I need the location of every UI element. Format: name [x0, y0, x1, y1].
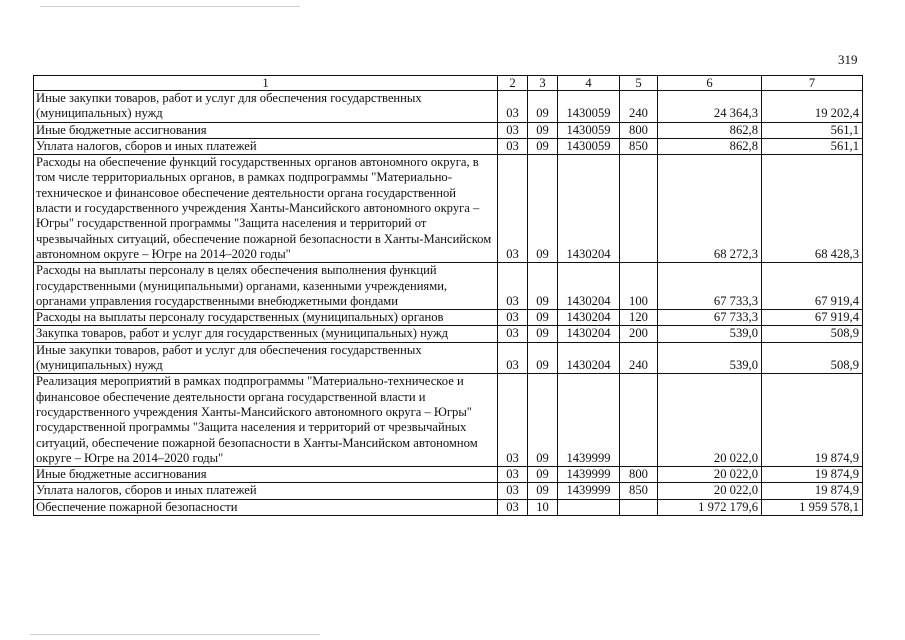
row-sum-2: 508,9	[762, 326, 863, 342]
row-target-article: 1439999	[558, 374, 620, 467]
row-expense-type	[620, 374, 658, 467]
header-col-expense-type: 5	[620, 76, 658, 91]
row-section-code: 03	[498, 138, 528, 154]
table-body	[34, 91, 863, 516]
row-name: Иные бюджетные ассигнования	[34, 467, 498, 483]
table-row	[34, 138, 863, 154]
row-subsection-code: 09	[528, 138, 558, 154]
row-section-code: 03	[498, 374, 528, 467]
header-col-name: 1	[34, 76, 498, 91]
row-name: Расходы на обеспечение функций государственных органов автономного округа, в том числе территориальных органов, в рамках подпрограммы "Материально-техническое и финансовое обеспечение деятельности органа государственной власти и государственного учреждения Ханты-Мансийского автономного округа – Югры" государственной программы "Защита населения и территорий от чрезвычайных ситуаций, обеспечение пожарной безопасности в Ханты-Мансийском автономном округе – Югре на 2014–2020 годы"	[34, 155, 498, 263]
row-expense-type	[620, 155, 658, 263]
row-name: Реализация мероприятий в рамках подпрограммы "Материально-техническое и финансовое обеспечение деятельности органа государственной власти и государственного учреждения Ханты-Мансийского автономного округа – Югры" государственной программы "Защита населения и территорий от чрезвычайных ситуаций, обеспечение пожарной безопасности в Ханты-Мансийском автономном округе – Югре на 2014–2020 годы"	[34, 374, 498, 467]
row-name: Иные закупки товаров, работ и услуг для обеспечения государственных (муниципальных) нужд	[34, 91, 498, 123]
table-row	[34, 483, 863, 499]
row-subsection-code: 10	[528, 499, 558, 515]
row-section-code: 03	[498, 310, 528, 326]
header-col-target-article: 4	[558, 76, 620, 91]
page-number: 319	[838, 52, 858, 67]
row-section-code: 03	[498, 155, 528, 263]
row-sum-1: 20 022,0	[658, 483, 762, 499]
row-sum-2: 508,9	[762, 342, 863, 374]
row-section-code: 03	[498, 483, 528, 499]
row-name: Расходы на выплаты персоналу в целях обеспечения выполнения функций государственными (муниципальными) органами, казенными учреждениями, органами управления государственными внебюджетными фондами	[34, 263, 498, 310]
table-row	[34, 310, 863, 326]
row-target-article	[558, 499, 620, 515]
row-subsection-code: 09	[528, 155, 558, 263]
header-row	[34, 76, 863, 91]
row-name: Расходы на выплаты персоналу государственных (муниципальных) органов	[34, 310, 498, 326]
table-row	[34, 326, 863, 342]
row-subsection-code: 09	[528, 467, 558, 483]
row-sum-2: 19 874,9	[762, 467, 863, 483]
header-col-sum-2: 7	[762, 76, 863, 91]
table-row	[34, 122, 863, 138]
row-name: Уплата налогов, сборов и иных платежей	[34, 483, 498, 499]
table-row	[34, 499, 863, 515]
row-sum-1: 24 364,3	[658, 91, 762, 123]
row-sum-1: 539,0	[658, 326, 762, 342]
row-expense-type: 850	[620, 138, 658, 154]
row-sum-1: 67 733,3	[658, 310, 762, 326]
row-sum-2: 19 202,4	[762, 91, 863, 123]
row-expense-type: 240	[620, 91, 658, 123]
row-expense-type: 100	[620, 263, 658, 310]
row-expense-type: 240	[620, 342, 658, 374]
row-sum-2: 19 874,9	[762, 483, 863, 499]
row-target-article: 1439999	[558, 467, 620, 483]
header-col-sum-1: 6	[658, 76, 762, 91]
row-sum-2: 1 959 578,1	[762, 499, 863, 515]
row-target-article: 1439999	[558, 483, 620, 499]
row-expense-type: 800	[620, 122, 658, 138]
scan-artifact-bottom	[30, 634, 320, 635]
row-expense-type: 800	[620, 467, 658, 483]
row-subsection-code: 09	[528, 91, 558, 123]
row-name: Обеспечение пожарной безопасности	[34, 499, 498, 515]
row-target-article: 1430204	[558, 326, 620, 342]
row-subsection-code: 09	[528, 263, 558, 310]
row-sum-1: 20 022,0	[658, 374, 762, 467]
table-row	[34, 91, 863, 123]
row-section-code: 03	[498, 342, 528, 374]
row-section-code: 03	[498, 467, 528, 483]
header-col-section: 2	[498, 76, 528, 91]
table-row	[34, 342, 863, 374]
row-expense-type: 120	[620, 310, 658, 326]
row-sum-1: 67 733,3	[658, 263, 762, 310]
row-subsection-code: 09	[528, 374, 558, 467]
row-sum-2: 68 428,3	[762, 155, 863, 263]
row-target-article: 1430204	[558, 342, 620, 374]
row-name: Уплата налогов, сборов и иных платежей	[34, 138, 498, 154]
table-row	[34, 467, 863, 483]
row-sum-2: 67 919,4	[762, 310, 863, 326]
row-subsection-code: 09	[528, 122, 558, 138]
row-sum-1: 1 972 179,6	[658, 499, 762, 515]
row-sum-1: 20 022,0	[658, 467, 762, 483]
row-expense-type: 850	[620, 483, 658, 499]
table-row	[34, 263, 863, 310]
row-target-article: 1430204	[558, 310, 620, 326]
row-section-code: 03	[498, 326, 528, 342]
row-section-code: 03	[498, 91, 528, 123]
row-name: Иные закупки товаров, работ и услуг для обеспечения государственных (муниципальных) нужд	[34, 342, 498, 374]
row-expense-type: 200	[620, 326, 658, 342]
row-section-code: 03	[498, 263, 528, 310]
row-subsection-code: 09	[528, 342, 558, 374]
row-section-code: 03	[498, 122, 528, 138]
row-subsection-code: 09	[528, 483, 558, 499]
row-target-article: 1430204	[558, 155, 620, 263]
row-sum-1: 539,0	[658, 342, 762, 374]
row-section-code: 03	[498, 499, 528, 515]
row-expense-type	[620, 499, 658, 515]
table-row	[34, 155, 863, 263]
row-sum-2: 19 874,9	[762, 374, 863, 467]
row-target-article: 1430059	[558, 91, 620, 123]
row-subsection-code: 09	[528, 310, 558, 326]
row-sum-1: 68 272,3	[658, 155, 762, 263]
row-subsection-code: 09	[528, 326, 558, 342]
row-target-article: 1430059	[558, 138, 620, 154]
row-name: Иные бюджетные ассигнования	[34, 122, 498, 138]
row-name: Закупка товаров, работ и услуг для государственных (муниципальных) нужд	[34, 326, 498, 342]
row-sum-1: 862,8	[658, 122, 762, 138]
row-target-article: 1430059	[558, 122, 620, 138]
row-target-article: 1430204	[558, 263, 620, 310]
table-row	[34, 374, 863, 467]
row-sum-2: 67 919,4	[762, 263, 863, 310]
budget-table	[33, 75, 863, 516]
scan-artifact-top	[40, 6, 300, 7]
row-sum-2: 561,1	[762, 122, 863, 138]
header-col-subsection: 3	[528, 76, 558, 91]
row-sum-1: 862,8	[658, 138, 762, 154]
row-sum-2: 561,1	[762, 138, 863, 154]
